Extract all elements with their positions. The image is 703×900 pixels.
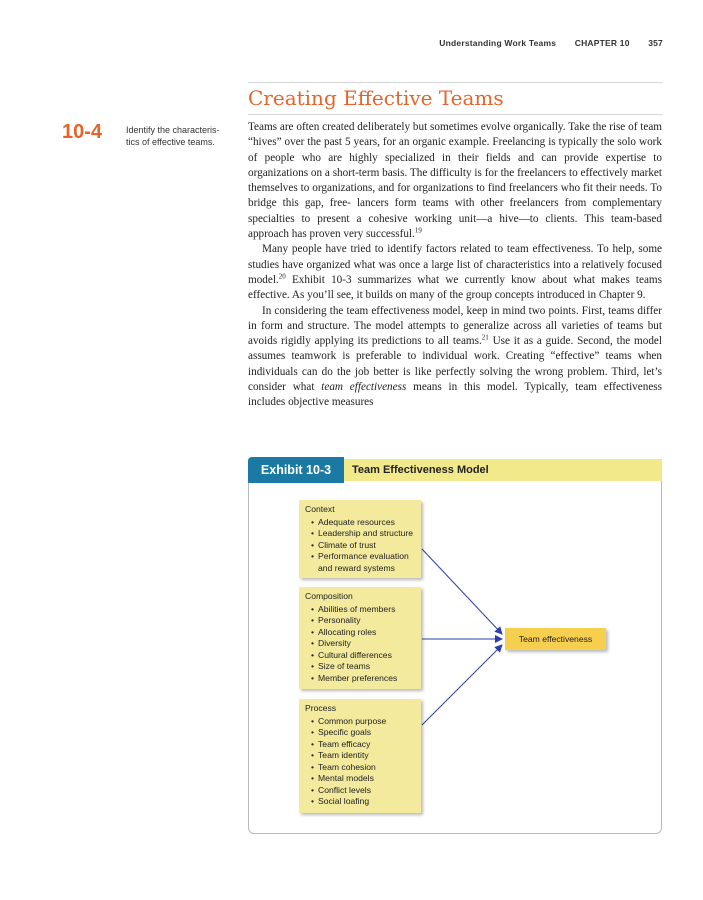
- paragraph-3-text-b: Use it as a guide. Second, the model assumes teamwork is preferable to individual work. Creating “effective” teams when individuals can do the job better is like perfectly solving the wrong problem. Third, let’s consider what: [248, 335, 663, 394]
- paragraph-2-text-a: Many people have tried to identify factors related to team effectiveness. To help, some studies have organized what was once a large list of characteristics into a relatively focused model.: [248, 243, 662, 286]
- process-title: Process: [305, 703, 337, 713]
- process-item: • Team identity: [311, 750, 415, 762]
- process-item: • Team cohesion: [311, 762, 415, 774]
- process-list: [305, 716, 415, 808]
- composition-item: • Member preferences: [311, 673, 415, 685]
- arrow-context: [422, 549, 502, 634]
- process-item: • Specific goals: [311, 727, 415, 739]
- running-head-chapter: CHAPTER 10: [574, 38, 630, 48]
- endnote-21: 21: [481, 333, 489, 342]
- arrow-process: [422, 645, 502, 725]
- process-item: • Common purpose: [311, 716, 415, 728]
- exhibit-title: Team Effectiveness Model: [352, 464, 489, 476]
- paragraph-3-text-c: means in this model. Typically, team effectiveness includes objective measures: [248, 381, 662, 409]
- composition-item: • Allocating roles: [311, 627, 415, 639]
- context-list: [305, 517, 415, 575]
- context-title: Context: [305, 504, 335, 514]
- composition-item: • Personality: [311, 615, 415, 627]
- context-item: • Performance evaluation and reward systems: [311, 551, 415, 574]
- process-item: • Mental models: [311, 773, 415, 785]
- composition-list: [305, 604, 415, 685]
- context-item: • Climate of trust: [311, 540, 415, 552]
- paragraph-3-text-a: In considering the team effectiveness model, keep in mind two points. First, teams differ in form and structure. The model attempts to generalize across all varieties of teams but avoids rigidly applying its predictions to all teams.: [248, 304, 662, 348]
- context-item: • Leadership and structure: [311, 528, 415, 540]
- context-item: • Adequate resources: [311, 517, 415, 529]
- composition-title: Composition: [305, 591, 353, 601]
- paragraph-3-emphasis: team effectiveness: [321, 381, 407, 394]
- composition-item: • Cultural differences: [311, 650, 415, 662]
- process-item: • Conflict levels: [311, 785, 415, 797]
- section-title: Creating Effective Teams: [248, 86, 504, 110]
- process-item: • Social loafing: [311, 796, 415, 808]
- endnote-20: 20: [278, 272, 286, 281]
- process-box: [299, 699, 421, 813]
- composition-item: • Abilities of members: [311, 604, 415, 616]
- objective-text: Identify the characteris- tics of effective teams.: [126, 125, 220, 147]
- exhibit-label: Exhibit 10-3: [248, 457, 344, 483]
- running-head-title: Understanding Work Teams: [439, 38, 557, 48]
- endnote-19: 19: [414, 226, 422, 235]
- composition-box: [299, 587, 421, 689]
- composition-item: • Diversity: [311, 638, 415, 650]
- paragraph-2-text-b: Exhibit 10-3 summarizes what we currently know about what makes teams effective. As you’ll see, it builds on many of the group concepts introduced in Chapter 9.: [248, 273, 662, 302]
- objective-number: 10-4: [62, 121, 103, 143]
- outcome-box: Team effectiveness: [505, 628, 606, 650]
- composition-item: • Size of teams: [311, 661, 415, 673]
- process-item: • Team efficacy: [311, 739, 415, 751]
- page-number: 357: [648, 38, 663, 48]
- context-box: [299, 500, 421, 578]
- paragraph-1-text: Teams are often created deliberately but sometimes evolve organically. Take the rise of team “hives” over the past 5 years, for an organic example. Freelancing is typically the solo work of people who are highly specialized in their fields and can provide expertise to organizations on a short-term basis. The difficulty is for the freelancers to effectively market themselves to organizations, and for organizations to find freelancers who fit their needs. To bridge this gap, free- lancers form teams with other freelancers from complementary specialties to present a cohesive working unit—a hive—to clients. This team-based approach has proven very successful.: [248, 121, 662, 241]
